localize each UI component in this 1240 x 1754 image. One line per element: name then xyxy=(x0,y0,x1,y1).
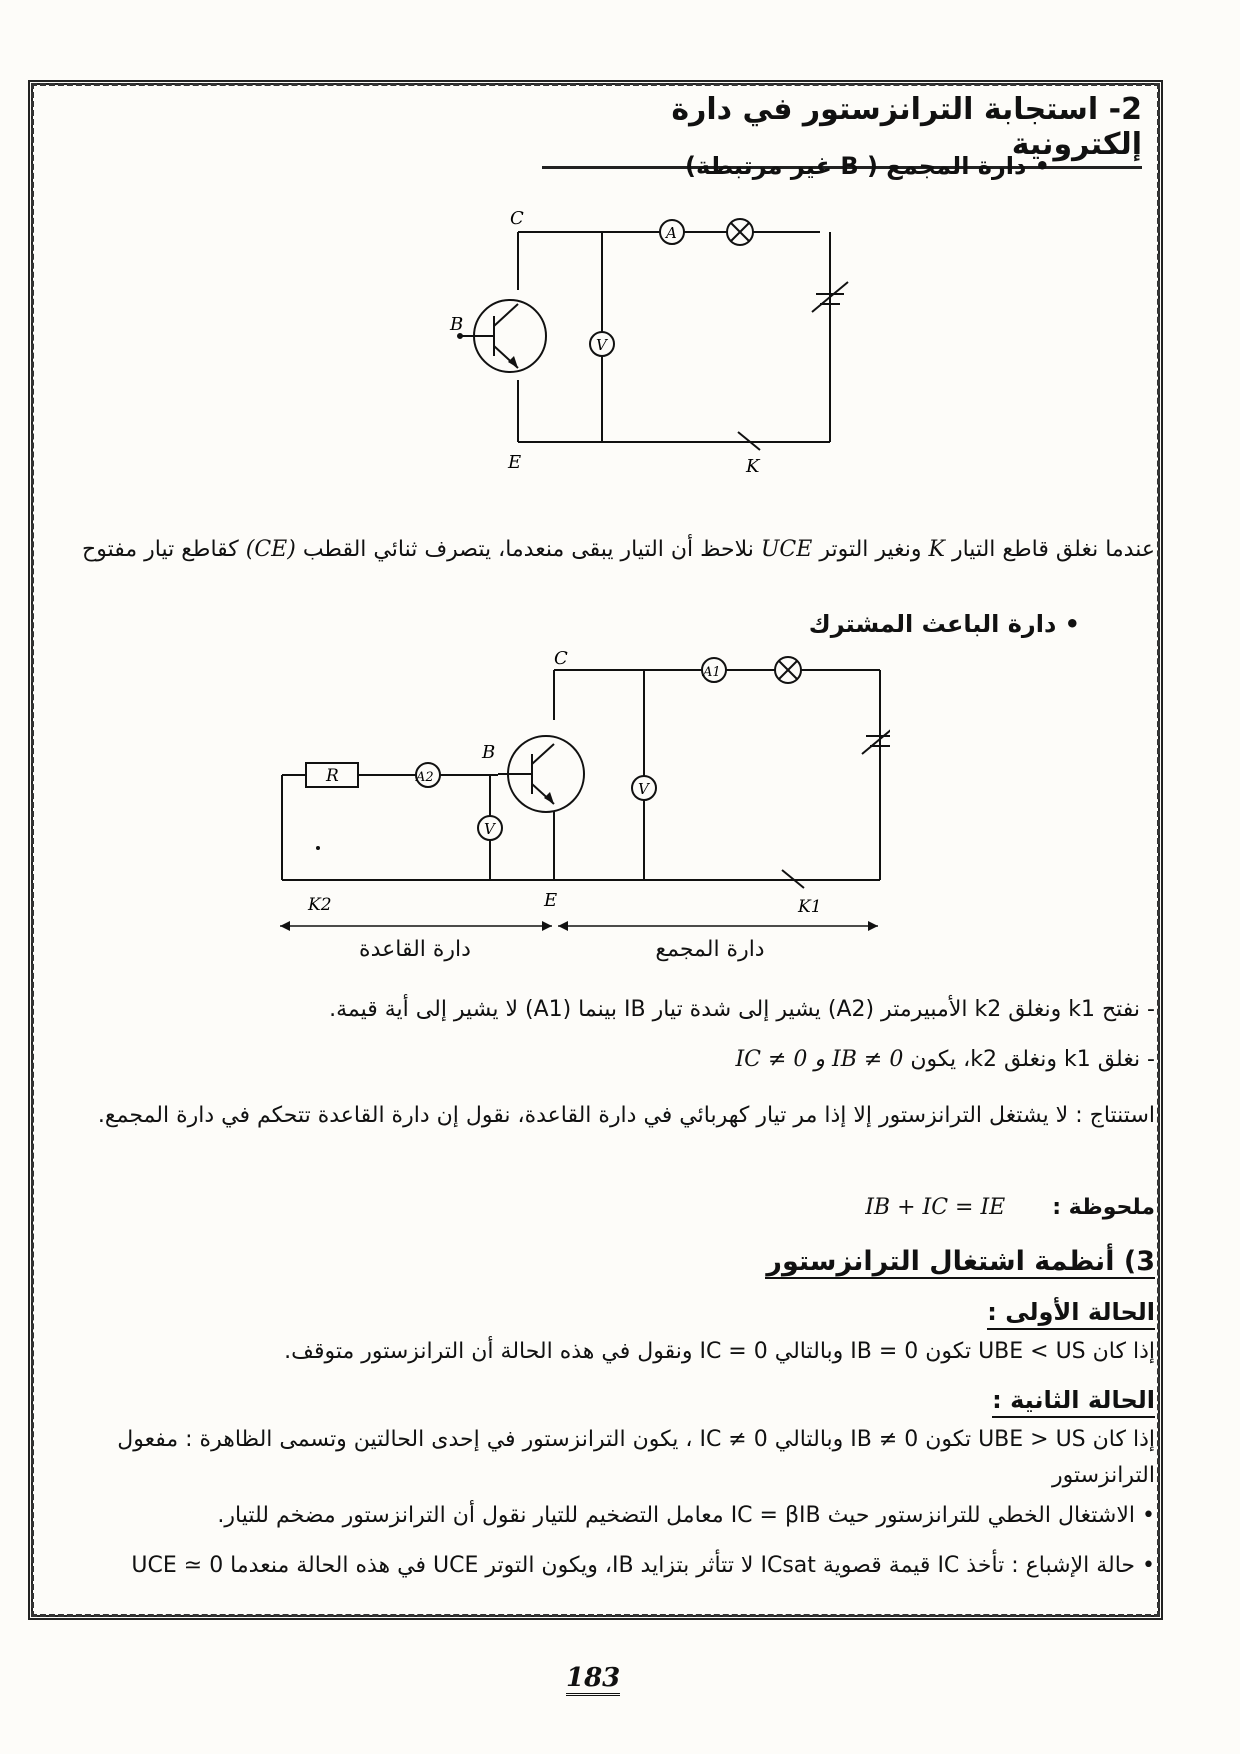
observation-2: - نغلق k1 ونغلق k2، يكون IC ≠ 0 و IB ≠ 0 xyxy=(735,1047,1155,1072)
base-circuit-label: دارة القاعدة xyxy=(359,937,471,962)
fig1-ammeter-label: A xyxy=(666,224,677,242)
common-emitter-heading: • دارة الباعث المشترك xyxy=(808,610,1080,638)
paragraph-1: عندما نغلق قاطع التيار K ونغير التوتر UCE نلاحظ أن التيار يبقى منعدما، يتصرف ثنائي القطب (CE) كقاطع تيار مفتوح xyxy=(82,537,1155,562)
case1-heading-wrap xyxy=(987,1298,1155,1326)
note: ملحوظة : IB + IC = IE xyxy=(865,1195,1155,1220)
case1-text: إذا كان UBE < US تكون IB = 0 وبالتالي IC = 0 ونقول في هذه الحالة أن الترانزستور متوقف. xyxy=(284,1339,1155,1364)
case2-heading: الحالة الثانية : xyxy=(992,1386,1155,1418)
collector-circuit-label: دارة المجمع xyxy=(655,937,765,962)
page-number: 183 xyxy=(566,1663,620,1696)
fig2-label-v-collector: V xyxy=(638,780,649,798)
fig2-label-v-base: V xyxy=(484,820,495,838)
fig2-label-k1: K1 xyxy=(798,897,822,917)
fig2-label-e: E xyxy=(544,890,558,911)
common-emitter-circuit-diagram xyxy=(270,650,890,970)
fig2-label-k2: K2 xyxy=(308,895,332,915)
collector-circuit-diagram xyxy=(420,200,860,480)
fig2-label-b: B xyxy=(482,742,496,763)
case2-text: إذا كان UBE > US تكون IB ≠ 0 وبالتالي IC ≠ 0 ، يكون الترانزستور في إحدى الحالتين وتسمى الظاهرة : مفعول الترانزستور xyxy=(117,1427,1155,1488)
fig1-label-c: C xyxy=(510,208,524,229)
fig1-label-b: B xyxy=(450,314,464,335)
fig1-label-e: E xyxy=(508,452,522,473)
collector-circuit-heading: • دارة المجمع ( B غير مرتبطة) xyxy=(684,152,1050,180)
section3-title: 3) أنظمة اشتغال الترانزستور xyxy=(766,1246,1155,1277)
fig2-label-c: C xyxy=(554,650,568,669)
conclusion: استنتاج : لا يشتغل الترانزستور إلا إذا مر تيار كهربائي في دارة القاعدة، نقول إن دارة القاعدة تتحكم في دارة المجمع. xyxy=(97,1103,1155,1128)
case2-heading-wrap xyxy=(992,1386,1155,1414)
linear-operation: • الاشتغال الخطي للترانزستور حيث IC = βIB معامل التضخيم للتيار نقول أن الترانزستور مضخم للتيار. xyxy=(217,1503,1155,1528)
fig1-voltmeter-label: V xyxy=(596,336,607,354)
observation-1: - نفتح k1 ونغلق k2 الأمبيرمتر (A2) يشير إلى شدة تيار IB بينما (A1) لا يشير إلى أية قيمة. xyxy=(329,997,1155,1022)
fig2-label-r: R xyxy=(326,766,339,786)
fig1-label-k: K xyxy=(746,456,760,477)
fig2-label-a2: A2 xyxy=(416,770,434,785)
case1-heading: الحالة الأولى : xyxy=(987,1298,1155,1330)
section-title: 2- استجابة الترانزستور في دارة إلكترونية xyxy=(542,92,1142,169)
fig2-label-a1: A1 xyxy=(703,665,721,680)
saturation-state: • حالة الإشباع : تأخذ IC قيمة قصوية ICsat لا تتأثر بتزايد IB، ويكون التوتر UCE في هذه الحالة منعدما UCE ≃ 0 xyxy=(131,1553,1155,1578)
